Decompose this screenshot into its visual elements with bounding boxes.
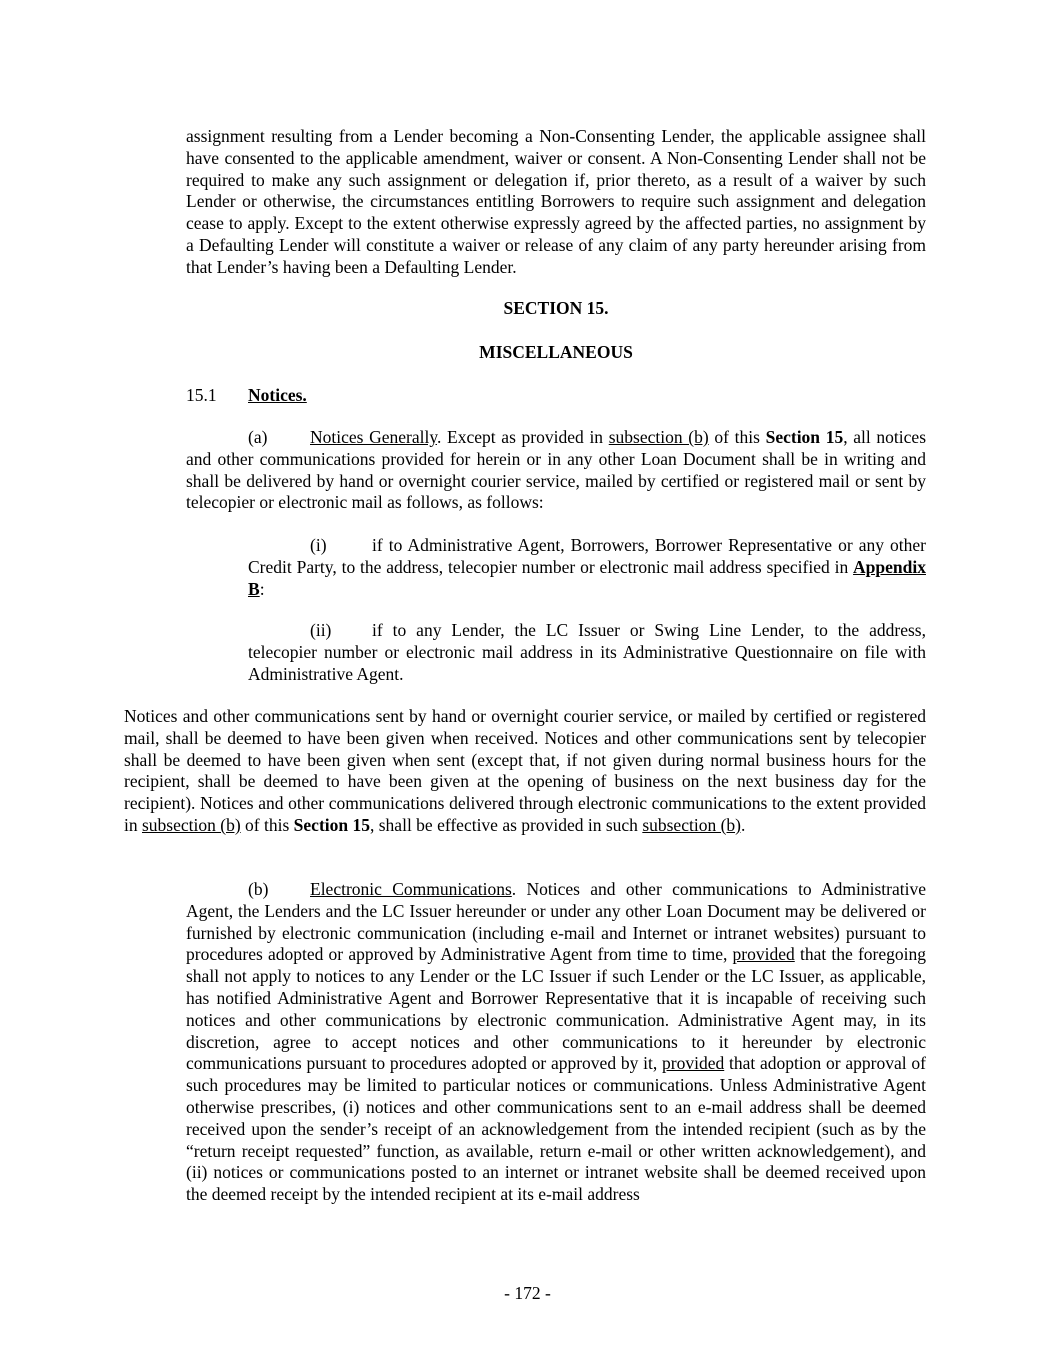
- paragraph-a-text-1: . Except as provided in: [437, 427, 609, 447]
- intro-paragraph: [186, 126, 926, 279]
- notices-text-3: , shall be effective as provided in such: [370, 814, 643, 835]
- notices-paragraph: [124, 706, 926, 837]
- appendix-b-ref: Appendix B: [248, 556, 926, 599]
- paragraph-b-text-3: that adoption or approval of such procedures may be limited to particular notices or communications. Unless Administrative Agent otherwise prescribes, (i) notices and other communications sent to an e-mail address shall be deemed received upon the sender’s receipt of an acknowledgement from the intended recipient (such as by the “return receipt requested” function, as available, return e-mail or other written acknowledgement), and (ii) notices or communications posted to an internet or intranet website shall be deemed received upon the deemed receipt by the intended recipient at its e-mail address: [186, 1053, 926, 1205]
- section-number: SECTION 15.: [503, 298, 609, 318]
- notices-text-4: .: [740, 814, 746, 835]
- paragraph-a: [186, 427, 926, 514]
- paragraph-a-text-3: , all notices and other communications provided for herein or in any other Loan Document shall be in writing and shall be delivered by hand or overnight courier service, mailed by certified or registered mail or sent by telecopier or electronic mail as follows, as follows:: [186, 427, 927, 513]
- paragraph-a-title: Notices Generally: [310, 427, 437, 447]
- page-number: - 172 -: [504, 1283, 551, 1303]
- item-i: [248, 535, 926, 600]
- notices-text-1: Notices and other communications sent by hand or overnight courier service, or mailed by certified or registered mail, shall be deemed to have been given when received. Notices and other communications sent by telecopier shall be deemed to have been given when sent (except that, if not given during normal business hours for the recipient, shall be deemed to have been given at the opening of business on the next business day for the recipient). Notices and other communications delivered through electronic communications to the extent provided in: [124, 706, 926, 835]
- item-i-colon: :: [259, 578, 265, 599]
- subsection-b-ref: subsection (b): [642, 814, 741, 835]
- item-ii-text: if to any Lender, the LC Issuer or Swing Line Lender, to the address, telecopier number or electronic mail address in its Administrative Questionnaire on file with Administrative Agent.: [248, 620, 926, 684]
- subsection-b-ref: subsection (b): [608, 427, 709, 447]
- subsection-b-ref: subsection (b): [142, 814, 241, 835]
- notices-text-2: of this: [240, 814, 294, 835]
- paragraph-a-text-2: of this: [708, 427, 766, 447]
- item-ii: [248, 620, 926, 685]
- item-ii-number: (ii): [310, 620, 332, 640]
- paragraph-b-text-2: that the foregoing shall not apply to notices to any Lender or the LC Issuer if such Lender or the LC Issuer, as applicable, has notified Administrative Agent and Borrower Representative that it is incapable of receiving such notices and other communications by electronic communication. Administrative Agent may, in its discretion, agree to accept notices and other communications to it hereunder by electronic communications pursuant to procedures adopted or approved by it,: [186, 944, 927, 1074]
- paragraph-a-number: (a): [248, 427, 268, 447]
- item-i-text: if to Administrative Agent, Borrowers, Borrower Representative or any other Credit Party, to the address, telecopier number or electronic mail address specified in: [248, 535, 926, 577]
- provided-term: provided: [732, 944, 795, 965]
- subsection-heading: [186, 385, 307, 407]
- paragraph-b-title: Electronic Communications: [310, 879, 512, 899]
- item-i-number: (i): [310, 535, 327, 555]
- subsection-number: 15.1: [186, 385, 217, 405]
- paragraph-b: [186, 879, 926, 1206]
- provided-term: provided: [662, 1053, 725, 1074]
- intro-text: assignment resulting from a Lender becoming a Non-Consenting Lender, the applicable assignee shall have consented to the applicable amendment, waiver or consent. A Non-Consenting Lender shall not be required to make any such assignment or delegation if, prior thereto, as a result of a waiver by such Lender or otherwise, the circumstances entitling Borrowers to require such assignment and delegation cease to apply. Except to the extent otherwise expressly agreed by the affected parties, no assignment by a Defaulting Lender will constitute a waiver or release of any claim of any party hereunder arising from that Lender’s having been a Defaulting Lender.: [186, 126, 926, 277]
- paragraph-b-text-1: . Notices and other communications to Administrative Agent, the Lenders and the LC Issuer hereunder or under any other Loan Document may be delivered or furnished by electronic communication (including e-mail and Internet or intranet websites) pursuant to procedures adopted or approved by Administrative Agent from time to time,: [186, 879, 927, 965]
- section-title: MISCELLANEOUS: [479, 342, 633, 362]
- section-ref: Section 15: [293, 814, 370, 835]
- paragraph-b-number: (b): [248, 879, 269, 899]
- subsection-title: Notices.: [248, 385, 307, 405]
- section-ref: Section 15: [765, 427, 844, 447]
